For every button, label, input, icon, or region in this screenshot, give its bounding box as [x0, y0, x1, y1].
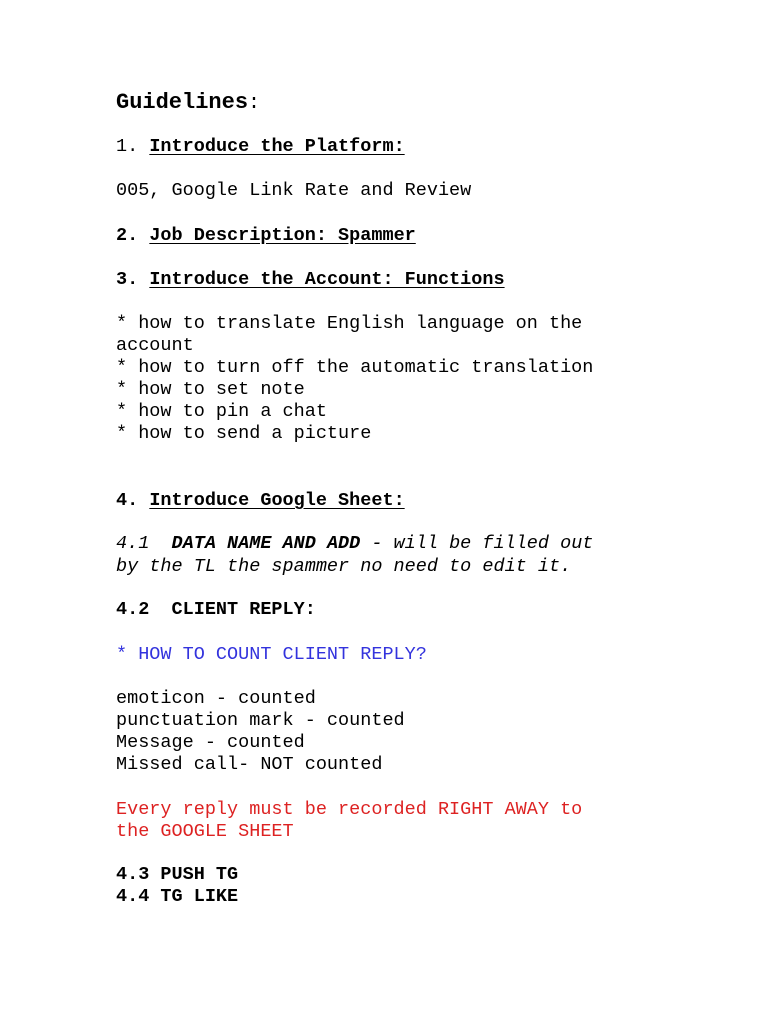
subsection-label: DATA NAME AND ADD	[171, 533, 361, 554]
count-item: punctuation mark - counted	[116, 710, 405, 731]
section-2-heading	[116, 225, 416, 247]
subsection-text: - will be filled out	[360, 533, 594, 554]
count-item: Missed call- NOT counted	[116, 754, 383, 775]
section-number: 2.	[116, 225, 139, 246]
list-item: * how to pin a chat	[116, 401, 327, 422]
list-item: * how to set note	[116, 379, 305, 400]
list-item: * how to send a picture	[116, 423, 372, 444]
section-heading: Introduce the Platform:	[149, 136, 405, 157]
section-heading: Introduce Google Sheet:	[149, 490, 405, 511]
section-number: 3.	[116, 269, 139, 290]
section-1-body: 005, Google Link Rate and Review	[116, 180, 472, 201]
count-item: Message - counted	[116, 732, 305, 753]
subsection-number: 4.1	[116, 533, 150, 554]
list-item: * how to turn off the automatic translation	[116, 357, 594, 378]
warning-line-1: Every reply must be recorded RIGHT AWAY to	[116, 799, 583, 820]
section-number: 4.	[116, 490, 139, 511]
section-3-heading	[116, 269, 505, 291]
page-title	[116, 92, 260, 115]
subsection-4-1-line1	[116, 533, 593, 555]
warning-line-2: the GOOGLE SHEET	[116, 821, 294, 842]
count-item: emoticon - counted	[116, 688, 316, 709]
subsection-4-4-heading: 4.4 TG LIKE	[116, 886, 239, 907]
section-1-heading	[116, 136, 405, 158]
section-4-heading	[116, 490, 405, 512]
subsection-4-2-heading: 4.2 CLIENT REPLY:	[116, 599, 316, 620]
subsection-4-1-line2: by the TL the spammer no need to edit it.	[116, 556, 572, 577]
client-reply-question: * HOW TO COUNT CLIENT REPLY?	[116, 644, 427, 665]
section-heading: Introduce the Account: Functions	[149, 269, 505, 290]
section-number: 1.	[116, 136, 139, 157]
section-heading: Job Description: Spammer	[149, 225, 416, 246]
list-item: account	[116, 335, 194, 356]
title-text: Guidelines	[116, 90, 249, 115]
title-colon: :	[248, 92, 261, 115]
list-item: * how to translate English language on the	[116, 313, 583, 334]
subsection-4-3-heading: 4.3 PUSH TG	[116, 864, 239, 885]
